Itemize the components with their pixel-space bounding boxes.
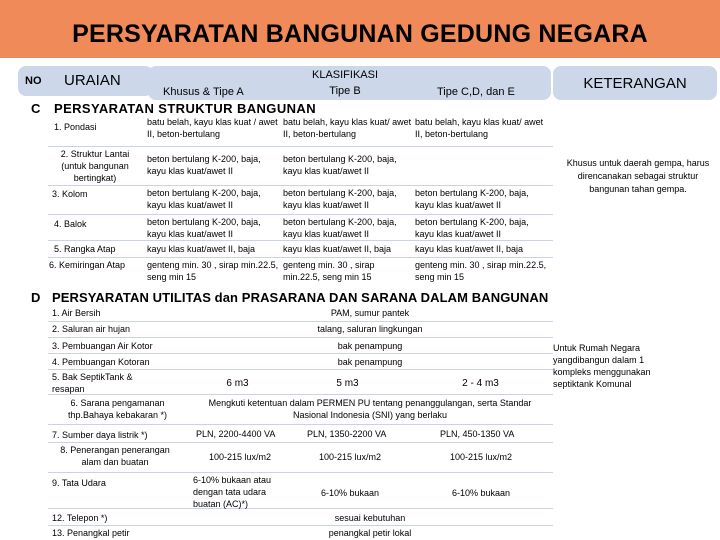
d-penerangan-c: 100-215 lux/m2 <box>449 452 513 462</box>
row-divider <box>48 369 553 370</box>
d-item-pembuangan-kotoran: 4. Pembuangan Kotoran <box>52 357 150 367</box>
d-penangkal-petir-all: penangkal petir lokal <box>328 528 412 538</box>
d-item-penerangan: 8. Penerangan penerangan alam dan buatan <box>60 445 170 467</box>
c-item-kemiringan-atap: 6. Kemiringan Atap <box>48 260 126 270</box>
c-kemiringan-atap-c: genteng min. 30 , sirap min.22.5, seng min 15 <box>415 260 547 282</box>
d-penerangan-a: 100-215 lux/m2 <box>208 452 272 462</box>
section-d-title: PERSYARATAN UTILITAS dan PRASARANA DAN SARANA DALAM BANGUNAN <box>52 290 549 305</box>
d-item-sumber-daya-listrik: 7. Sumber daya listrik *) <box>52 430 148 440</box>
header-no: NO <box>25 75 42 87</box>
page-title: PERSYARATAN BANGUNAN GEDUNG NEGARA <box>72 20 648 48</box>
section-d-letter: D <box>31 290 41 305</box>
d-pembuangan-kotoran-all: bak penampung <box>337 357 403 367</box>
d-air-bersih-all: PAM, sumur pantek <box>330 308 410 318</box>
row-divider <box>48 508 553 509</box>
d-bak-septik-c: 2 - 4 m3 <box>462 378 499 389</box>
c-pondasi-b: batu belah, kayu klas kuat/ awet II, beton-bertulang <box>283 117 412 139</box>
c-struktur-lantai-b: beton bertulang K-200, baja, kayu klas kuat/awet II <box>283 154 397 176</box>
section-c-title: PERSYARATAN STRUKTUR BANGUNAN <box>54 101 316 116</box>
d-item-sarana-pengamanan: 6. Sarana pengamanan thp.Bahaya kebakaran *) <box>67 398 168 420</box>
d-sarana-pengamanan-all: Mengkuti ketentuan dalam PERMEN PU tentang penanggulangan, serta Standar Nasional Indonesia (SNI) yang berlaku <box>208 398 532 420</box>
d-tata-udara-a: 6-10% bukaan atau dengan tata udara buatan (AC)*) <box>193 475 272 509</box>
d-item-bak-septik: 5. Bak SeptikTank & resapan <box>52 372 133 394</box>
d-penerangan-b: 100-215 lux/m2 <box>318 452 382 462</box>
d-sumber-daya-listrik-c: PLN, 450-1350 VA <box>440 429 515 439</box>
d-item-penangkal-petir: 13. Penangkal petir <box>52 528 130 538</box>
d-telepon-all: sesuai kebutuhan <box>334 513 406 523</box>
row-divider <box>48 525 553 526</box>
d-item-saluran-air-hujan: 2. Saluran air hujan <box>52 324 131 334</box>
c-item-pondasi: 1. Pondasi <box>54 122 97 132</box>
row-divider <box>48 442 553 443</box>
d-item-air-bersih: 1. Air Bersih <box>52 308 101 318</box>
d-bak-septik-b: 5 m3 <box>336 378 359 389</box>
c-kolom-a: beton bertulang K-200, baja, kayu klas kuat/awet II <box>147 188 261 210</box>
d-sumber-daya-listrik-b: PLN, 1350-2200 VA <box>307 429 387 439</box>
header-tipe-cde: Tipe C,D, dan E <box>437 86 515 98</box>
row-divider <box>48 337 553 338</box>
c-item-rangka-atap: 5. Rangka Atap <box>54 244 116 254</box>
row-divider <box>48 424 553 425</box>
header-keterangan-label: KETERANGAN <box>583 75 687 92</box>
d-item-telepon: 12. Telepon *) <box>52 513 108 523</box>
c-item-kolom: 3. Kolom <box>52 189 88 199</box>
d-keterangan: Untuk Rumah Negara yangdibangun dalam 1 kompleks menggunakan septiktank Komunal <box>553 343 651 389</box>
c-pondasi-a: batu belah, kayu klas kuat / awet II, beton-bertulang <box>147 117 278 139</box>
c-item-balok: 4. Balok <box>54 219 87 229</box>
c-rangka-atap-b: kayu klas kuat/awet II, baja <box>283 244 392 254</box>
header-tipe-b: Tipe B <box>329 85 361 97</box>
c-kolom-c: beton bertulang K-200, baja, kayu klas kuat/awet II <box>415 188 529 210</box>
c-rangka-atap-c: kayu klas kuat/awet II, baja <box>415 244 524 254</box>
row-divider <box>48 353 553 354</box>
c-balok-b: beton bertulang K-200, baja, kayu klas kuat/awet II <box>283 217 397 239</box>
c-balok-c: beton bertulang K-200, baja, kayu klas kuat/awet II <box>415 217 529 239</box>
c-balok-a: beton bertulang K-200, baja, kayu klas kuat/awet II <box>147 217 261 239</box>
row-divider <box>48 240 553 241</box>
c-kemiringan-atap-a: genteng min. 30 , sirap min.22.5, seng min 15 <box>147 260 279 282</box>
d-pembuangan-air-kotor-all: bak penampung <box>337 341 403 351</box>
c-kolom-b: beton bertulang K-200, baja, kayu klas kuat/awet II <box>283 188 397 210</box>
c-pondasi-c: batu belah, kayu klas kuat/ awet II, beton-bertulang <box>415 117 544 139</box>
d-bak-septik-a: 6 m3 <box>226 378 249 389</box>
d-item-tata-udara: 9. Tata Udara <box>52 478 106 488</box>
section-c-letter: C <box>31 101 41 116</box>
c-rangka-atap-a: kayu klas kuat/awet II, baja <box>147 244 256 254</box>
c-struktur-lantai-a: beton bertulang K-200, baja, kayu klas kuat/awet II <box>147 154 261 176</box>
row-divider <box>48 257 553 258</box>
row-divider <box>48 321 553 322</box>
d-sumber-daya-listrik-a: PLN, 2200-4400 VA <box>196 429 276 439</box>
row-divider <box>48 146 553 147</box>
d-tata-udara-b: 6-10% bukaan <box>320 488 380 498</box>
c-keterangan: Khusus untuk daerah gempa, harus direncanakan sebagai struktur bangunan tahan gempa. <box>566 158 710 194</box>
d-saluran-air-hujan-all: talang, saluran lingkungan <box>317 324 423 334</box>
d-tata-udara-c: 6-10% bukaan <box>451 488 511 498</box>
header-uraian: URAIAN <box>64 72 121 89</box>
header-tipe-a: Khusus & Tipe A <box>163 86 244 98</box>
row-divider <box>48 472 553 473</box>
c-kemiringan-atap-b: genteng min. 30 , sirap min.22.5, seng min 15 <box>283 260 375 282</box>
d-item-pembuangan-air-kotor: 3. Pembuangan Air Kotor <box>52 341 153 351</box>
row-divider <box>48 214 553 215</box>
header-klasifikasi-label: KLASIFIKASI <box>311 69 379 81</box>
c-item-struktur-lantai: 2. Struktur Lantai (untuk bangunan bertingkat) <box>60 149 130 183</box>
row-divider <box>48 185 553 186</box>
